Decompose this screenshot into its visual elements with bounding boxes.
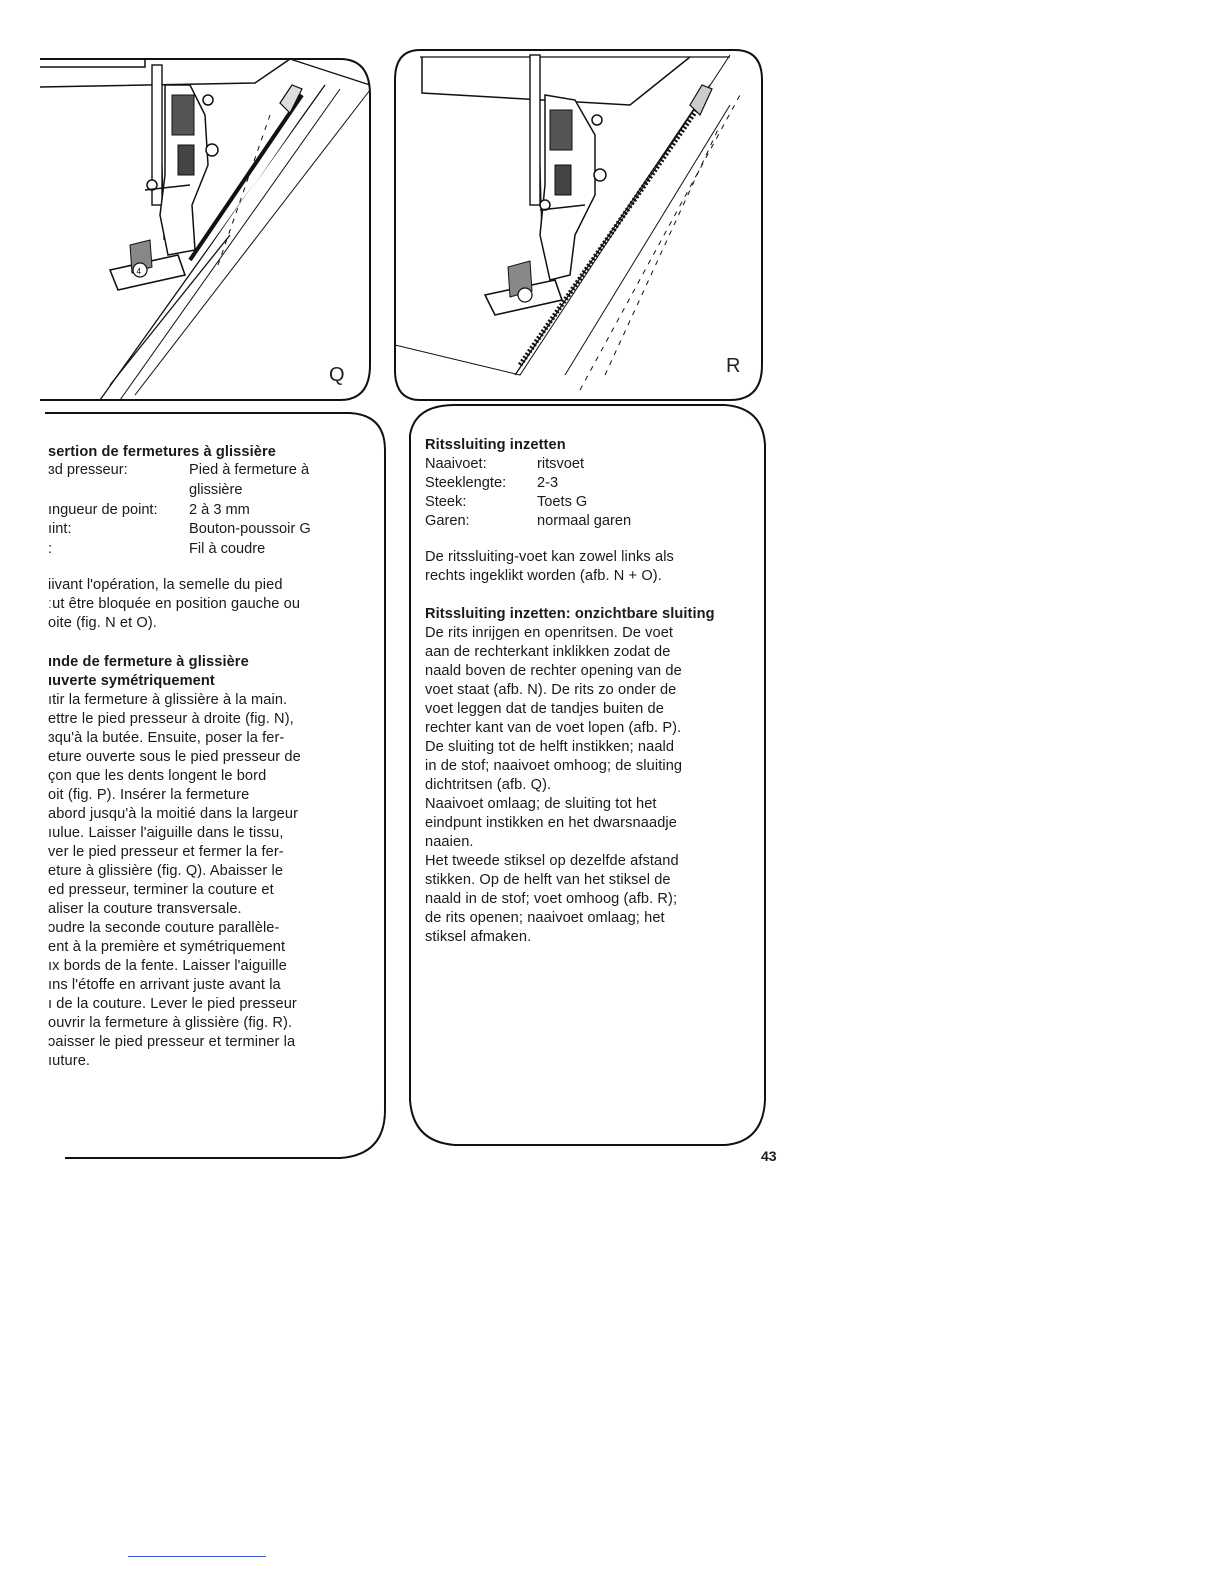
text-line: naald boven de rechter opening van de — [425, 663, 682, 679]
french-spec-label-2: ıngueur de point: — [48, 502, 158, 518]
text-line: stiksel afmaken. — [425, 929, 532, 945]
text-line: oit (fig. P). Insérer la fermeture — [48, 787, 250, 803]
text-line: stikken. Op de helft van het stiksel de — [425, 872, 671, 888]
dutch-title: Ritssluiting inzetten — [425, 437, 566, 453]
dutch-spec-label-2: Steek: — [425, 494, 467, 510]
text-line: ınde de fermeture à glissière — [48, 654, 249, 670]
dutch-spec-value-2: Toets G — [537, 494, 588, 510]
text-line: naaien. — [425, 834, 474, 850]
french-paragraph-2 — [48, 691, 301, 1071]
text-line: ıuverte symétriquement — [48, 673, 215, 689]
figure-q-illustration — [40, 55, 380, 415]
text-line: voet leggen dat de tandjes buiten de — [425, 701, 664, 717]
text-line: Naaivoet omlaag; de sluiting tot het — [425, 796, 657, 812]
text-line: ettre le pied presseur à droite (fig. N), — [48, 711, 294, 727]
dutch-paragraph-2 — [425, 624, 682, 947]
text-line: ɜqu'à la butée. Ensuite, poser la fer- — [48, 730, 285, 746]
french-paragraph-1 — [48, 576, 300, 633]
figure-q-label: Q — [329, 364, 345, 386]
page-number: 43 — [761, 1148, 777, 1164]
text-line: ːut être bloquée en position gauche ou — [48, 596, 301, 612]
bottom-rule — [128, 1556, 266, 1557]
text-line: ıuture. — [48, 1053, 91, 1069]
dutch-heading-2: Ritssluiting inzetten: onzichtbare sluiting — [425, 606, 715, 622]
dutch-spec-value-0: ritsvoet — [537, 456, 585, 472]
text-line: oite (fig. N et O). — [48, 615, 157, 631]
text-line: iivant l'opération, la semelle du pied — [48, 577, 283, 593]
dutch-spec-value-1: 2-3 — [537, 475, 559, 491]
text-line: ı de la couture. Lever le pied presseur — [48, 996, 297, 1012]
text-line: ver le pied presseur et fermer la fer- — [48, 844, 284, 860]
french-spec-value-2: 2 à 3 mm — [189, 502, 250, 518]
text-line: aliser la couture transversale. — [48, 901, 242, 917]
text-line: ent à la première et symétriquement — [48, 939, 286, 955]
text-line: ıulue. Laisser l'aiguille dans le tissu, — [48, 825, 284, 841]
text-line: eture ouverte sous le pied presseur de — [48, 749, 301, 765]
text-line: De ritssluiting-voet kan zowel links als — [425, 549, 674, 565]
text-line: dichtritsen (afb. Q). — [425, 777, 552, 793]
figure-r-label: R — [726, 355, 741, 377]
dutch-spec-label-3: Garen: — [425, 513, 470, 529]
french-spec-label-3: ıint: — [48, 521, 72, 537]
french-spec-value-0: Pied à fermeture à — [189, 462, 310, 478]
text-line: abord jusqu'à la moitié dans la largeur — [48, 806, 299, 822]
figure-r-illustration — [390, 45, 770, 405]
text-line: çon que les dents longent le bord — [48, 768, 267, 784]
dutch-spec-label-1: Steeklengte: — [425, 475, 507, 491]
dutch-paragraph-1 — [425, 548, 674, 586]
text-line: rechts ingeklikt worden (afb. N + O). — [425, 568, 662, 584]
text-line: ɔaisser le pied presseur et terminer la — [48, 1034, 296, 1050]
text-line: ıtir la fermeture à glissière à la main. — [48, 692, 288, 708]
dutch-spec-label-0: Naaivoet: — [425, 456, 487, 472]
text-line: ıns l'étoffe en arrivant juste avant la — [48, 977, 281, 993]
text-line: aan de rechterkant inklikken zodat de — [425, 644, 671, 660]
text-line: de rits openen; naaivoet omlaag; het — [425, 910, 665, 926]
french-spec-value-4: Fil à coudre — [189, 541, 266, 557]
text-line: in de stof; naaivoet omhoog; de sluiting — [425, 758, 683, 774]
dutch-spec-value-3: normaal garen — [537, 513, 632, 529]
text-line: eture à glissière (fig. Q). Abaisser le — [48, 863, 284, 879]
text-line: ɔudre la seconde couture parallèle- — [48, 920, 280, 936]
text-line: eindpunt instikken en het dwarsnaadje — [425, 815, 677, 831]
text-line: ıx bords de la fente. Laisser l'aiguille — [48, 958, 287, 974]
text-line: rechter kant van de voet lopen (afb. P). — [425, 720, 682, 736]
text-line: naald in de stof; voet omhoog (afb. R); — [425, 891, 678, 907]
french-title: sertion de fermetures à glissière — [48, 444, 276, 460]
french-spec-label-0: ɜd presseur: — [48, 462, 128, 478]
text-line: ouvrir la fermeture à glissière (fig. R). — [48, 1015, 293, 1031]
french-spec-label-4: : — [48, 541, 53, 557]
text-line: De rits inrijgen en openritsen. De voet — [425, 625, 674, 641]
text-line: Het tweede stiksel op dezelfde afstand — [425, 853, 679, 869]
text-line: voet staat (afb. N). De rits zo onder de — [425, 682, 677, 698]
french-spec-value-1: glissière — [189, 482, 243, 498]
french-section — [48, 443, 368, 462]
foot-badge: 4 — [136, 267, 141, 276]
french-spec-value-3: Bouton-poussoir G — [189, 521, 311, 537]
text-line: ed presseur, terminer la couture et — [48, 882, 274, 898]
french-heading-2 — [48, 653, 249, 691]
text-line: De sluiting tot de helft instikken; naald — [425, 739, 675, 755]
